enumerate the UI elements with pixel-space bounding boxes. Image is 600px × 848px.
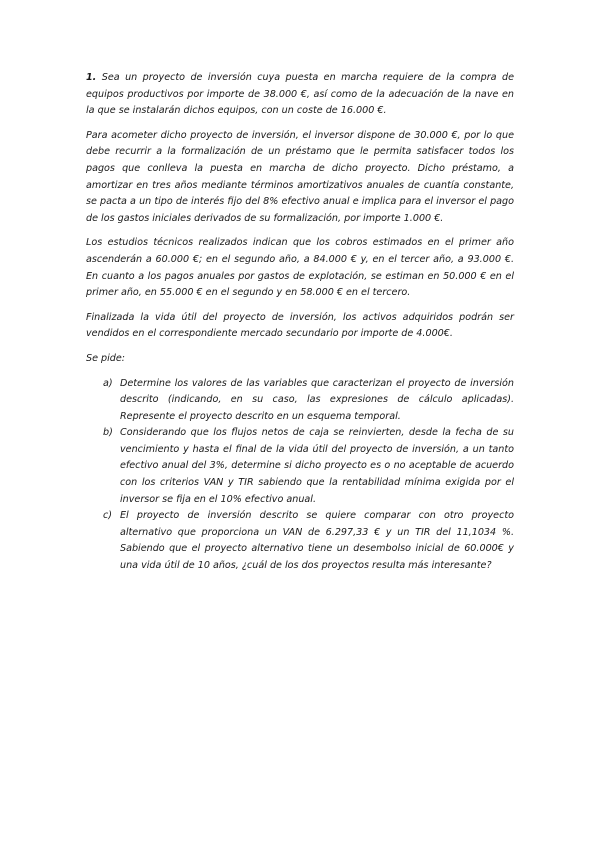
task-text: El proyecto de inversión descrito se quiere comparar con otro proyecto alternativo que proporciona un VAN de 6.297,33 € y un TIR del 11,1034 %. Sabiendo que el proyecto alternativo tiene un desembolso inicial de 60.000€ y una vida útil de 10 años, ¿cuál de los dos proyectos resulta más interesante?	[120, 510, 514, 572]
task-text: Considerando que los flujos netos de caja se reinvierten, desde la fecha de su vencimiento y hasta el final de la vida útil del proyecto de inversión, a un tanto efectivo anual del 3%, determine si dicho proyecto es o no aceptable de acuerdo con los criterios VAN y TIR sabiendo que la rentabilidad mínima exigida por el inversor se fija en el 10% efectivo anual.	[120, 427, 514, 505]
problem-body	[86, 70, 514, 575]
task-list	[86, 376, 514, 575]
financing-paragraph: Para acometer dicho proyecto de inversión, el inversor dispone de 30.000 €, por lo que debe recurrir a la formalización de un préstamo que le permita satisfacer todos los pagos que conlleva la puesta en marcha de dicho proyecto. Dicho préstamo, a amortizar en tres años mediante términos amortizativos anuales de cuantía constante, se pacta a un tipo de interés fijo del 8% efectivo anual e implica para el inversor el pago de los gastos iniciales derivados de su formalización, por importe 1.000 €.	[86, 129, 514, 224]
intro-text: Sea un proyecto de inversión cuya puesta en marcha requiere de la compra de equipos productivos por importe de 38.000 €, así como de la adecuación de la nave en la que se instalarán dichos equipos, con un coste de 16.000 €.	[86, 72, 514, 117]
prompt-label: Se pide:	[86, 352, 126, 364]
task-marker: b)	[103, 427, 113, 439]
task-text: Determine los valores de las variables que caracterizan el proyecto de inversión descrito (indicando, en su caso, las expresiones de cálculo aplicadas). Represente el proyecto descrito en un esquema temporal.	[120, 377, 514, 422]
intro-paragraph	[86, 70, 514, 120]
residual-paragraph: Finalizada la vida útil del proyecto de inversión, los activos adquiridos podrán ser vendidos en el correspondiente mercado secundario por importe de 4.000€.	[86, 311, 514, 340]
task-marker: a)	[103, 377, 113, 389]
studies-paragraph: Los estudios técnicos realizados indican que los cobros estimados en el primer año ascenderán a 60.000 €; en el segundo año, a 84.000 € y, en el tercer año, a 93.000 €. En cuanto a los pagos anuales por gastos de explotación, se estiman en 50.000 € en el primer año, en 55.000 € en el segundo y en 58.000 € en el tercero.	[86, 237, 514, 299]
task-item-b	[86, 425, 514, 508]
task-item-a	[86, 376, 514, 426]
problem-number: 1.	[86, 72, 97, 83]
task-marker: c)	[103, 510, 113, 522]
task-item-c	[86, 508, 514, 574]
